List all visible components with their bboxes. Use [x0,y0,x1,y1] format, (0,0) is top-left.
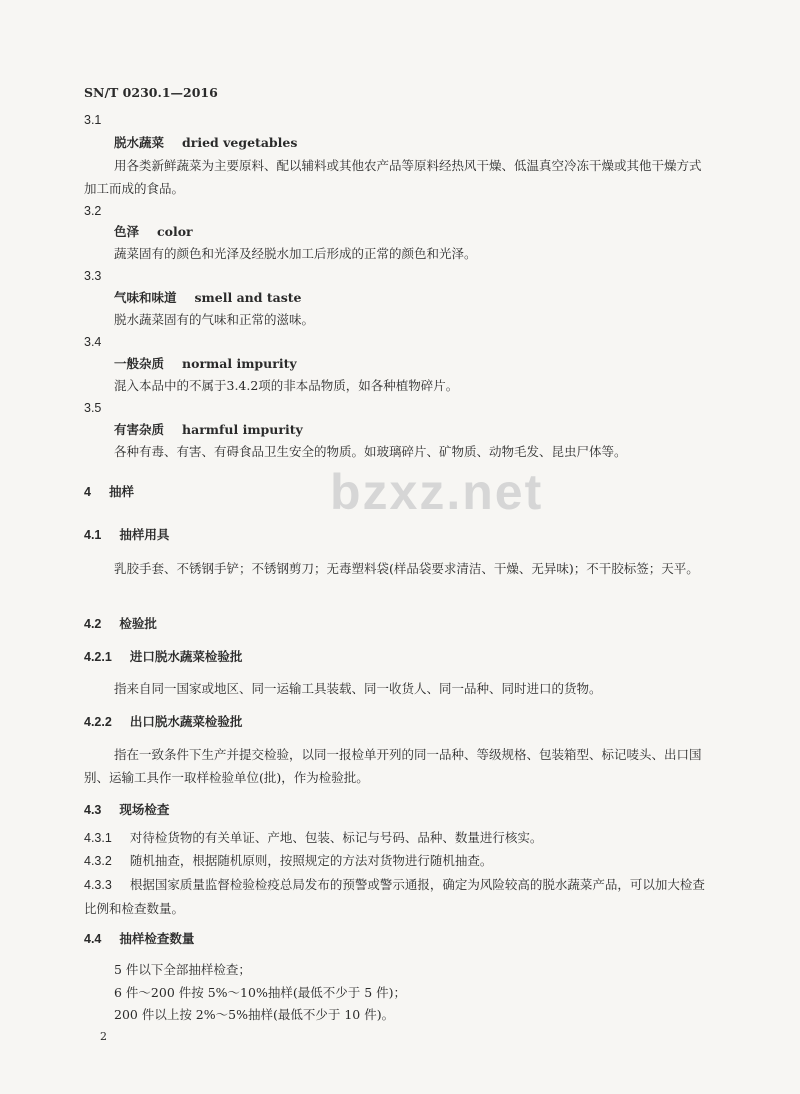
clause-text: 对待检货物的有关单证、产地、包装、标记与号码、品种、数量进行核实。 [129,830,543,845]
clause-text: 根据国家质量监督检验检疫总局发布的预警或警示通报，确定为风险较高的脱水蔬菜产品，可以加大检查比例和检查数量。 [84,877,705,916]
sampling-rule: 5 件以下全部抽样检查； [114,962,251,977]
section-number: 4.4 [84,932,102,946]
section-title: 检验批 [119,617,157,631]
term-definition: 各种有毒、有害、有碍食品卫生安全的物质。如玻璃碎片、矿物质、动物毛发、昆虫尸体等。 [114,444,627,459]
section-title: 抽样用具 [119,528,170,542]
term-zh: 有害杂质 [114,422,165,437]
term-definition: 蔬菜固有的颜色和光泽及经脱水加工后形成的正常的颜色和光泽。 [114,246,477,261]
term-number: 3.4 [84,335,102,349]
clause-text: 随机抽查，根据随机原则，按照规定的方法对货物进行随机抽查。 [129,853,493,868]
sampling-rule: 200 件以上按 2%～5%抽样(最低不少于 10 件)。 [114,1007,395,1022]
section-title: 抽样检查数量 [119,932,195,946]
section-text: 乳胶手套、不锈钢手铲；不锈钢剪刀；无毒塑料袋(样品袋要求清洁、干燥、无异味)；不干胶标签；天平。 [114,561,699,576]
section-heading-4-2-1 [84,648,242,666]
section-number: 4 [84,485,91,499]
term-title [114,289,302,307]
section-number: 4.2.2 [84,715,112,729]
term-zh: 色泽 [114,224,140,239]
page-number: 2 [100,1030,107,1043]
term-title [114,134,297,152]
term-en: dried vegetables [182,135,298,150]
term-title [114,355,297,373]
sampling-rule: 6 件～200 件按 5%～10%抽样(最低不少于 5 件)； [114,985,406,1000]
section-heading-4-2 [84,615,157,633]
term-number: 3.5 [84,401,102,415]
term-en: harmful impurity [182,422,303,437]
clause-4-3-3 [84,873,706,920]
term-zh: 脱水蔬菜 [114,135,165,150]
section-heading-4-1 [84,526,169,544]
section-heading-4-2-2 [84,713,242,731]
term-definition: 脱水蔬菜固有的气味和正常的滋味。 [114,312,315,327]
term-title [114,421,303,439]
clause-4-3-1 [84,829,542,847]
term-definition: 混入本品中的不属于3.4.2项的非本品物质，如各种植物碎片。 [114,378,459,393]
watermark: bzxz.net [330,464,544,520]
section-title: 出口脱水蔬菜检验批 [129,715,243,729]
term-en: normal impurity [182,356,297,371]
section-heading-4 [84,483,134,501]
section-number: 4.3 [84,803,102,817]
section-number: 4.1 [84,528,102,542]
clause-number: 4.3.2 [84,854,112,868]
section-heading-4-4 [84,930,194,948]
section-text: 指在一致条件下生产并提交检验，以同一报检单开列的同一品种、等级规格、包装箱型、标记唛头、出口国别、运输工具作一取样检验单位(批)，作为检验批。 [84,747,702,785]
term-en: smell and taste [194,290,302,305]
section-heading-4-3 [84,801,169,819]
clause-4-3-2 [84,852,492,870]
section-title: 现场检查 [119,803,170,817]
term-number: 3.1 [84,113,102,127]
clause-number: 4.3.3 [84,878,112,892]
section-number: 4.2.1 [84,650,112,664]
term-title [114,223,193,241]
clause-number: 4.3.1 [84,831,112,845]
term-zh: 一般杂质 [114,356,165,371]
section-text: 指来自同一国家或地区、同一运输工具装载、同一收货人、同一品种、同时进口的货物。 [114,681,602,696]
section-title: 抽样 [108,485,134,499]
term-zh: 气味和味道 [114,290,177,305]
term-en: color [157,224,193,239]
section-number: 4.2 [84,617,102,631]
term-definition: 用各类新鲜蔬菜为主要原料、配以辅料或其他农产品等原料经热风干燥、低温真空冷冻干燥或其他干燥方式加工而成的食品。 [84,158,702,196]
section-title: 进口脱水蔬菜检验批 [129,650,243,664]
term-number: 3.3 [84,269,102,283]
term-number: 3.2 [84,204,102,218]
doc-id-header: SN/T 0230.1—2016 [84,85,218,100]
